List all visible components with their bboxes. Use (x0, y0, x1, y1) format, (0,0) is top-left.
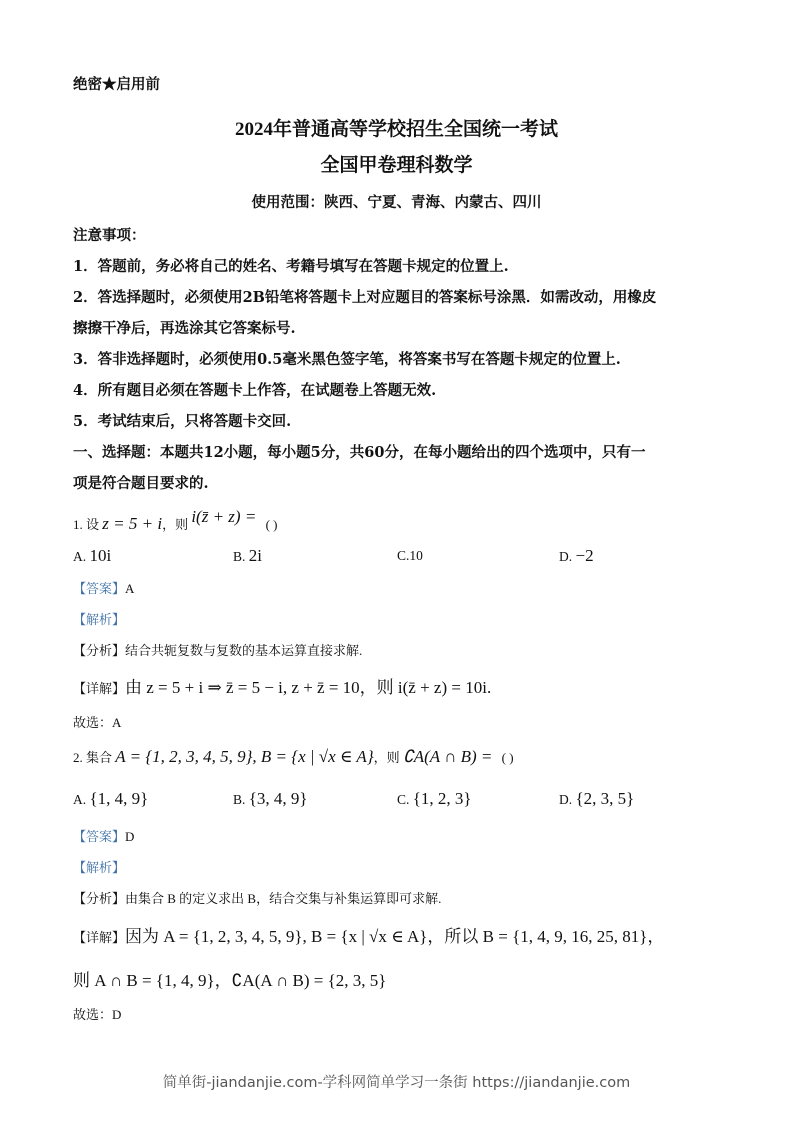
option-b (233, 546, 262, 566)
notes-heading: 注意事项： (73, 227, 146, 244)
fenxi-text: 由集合 B 的定义求出 B，结合交集与补集运算即可求解. (125, 891, 442, 906)
math-given: z = 5 + i (102, 514, 163, 533)
conclusion-line: 故选：D (73, 1007, 122, 1022)
detail-line-2 (73, 966, 386, 991)
option-label: A. (73, 792, 87, 807)
confidential-label: 绝密★启用前 (73, 76, 160, 93)
option-a (73, 546, 111, 566)
option-label: D. (559, 549, 573, 564)
note-item-5: 5．考试结束后，只将答题卡交回. (73, 413, 292, 430)
option-a (73, 789, 148, 809)
option-d (559, 546, 594, 566)
fenxi-line (73, 640, 362, 659)
analysis-tag: 【解析】 (73, 612, 126, 627)
option-value: 10 (409, 548, 423, 563)
answer-blank: ( ) (501, 750, 514, 765)
answer-line (73, 578, 134, 597)
answer-value: A (125, 581, 135, 596)
note-item-4: 4．所有题目必须在答题卡上作答，在试题卷上答题无效. (73, 382, 437, 399)
option-label: A. (73, 549, 87, 564)
answer-blank: ( ) (265, 517, 278, 532)
question-number: 2. (73, 750, 83, 765)
detail-text-2: 则 A ∩ B = {1, 4, 9}，∁A(A ∩ B) = {2, 3, 5} (73, 971, 387, 990)
note-item-2: 2．答选择题时，必须使用2B铅笔将答题卡上对应题目的答案标号涂黑．如需改动，用橡皮 (73, 289, 657, 306)
question-1-stem (73, 507, 278, 534)
analysis-heading (73, 609, 125, 628)
option-value: {2, 3, 5} (575, 789, 635, 808)
note-item-1: 1．答题前，务必将自己的姓名、考籍号填写在答题卡规定的位置上. (73, 258, 509, 275)
question-prefix: 设 (86, 517, 100, 532)
question-2-stem (73, 747, 514, 767)
detail-tag: 【详解】 (73, 681, 126, 696)
answer-tag: 【答案】 (73, 581, 126, 596)
option-label: C. (397, 792, 410, 807)
usage-scope: 使用范围：陕西、宁夏、青海、内蒙古、四川 (251, 194, 542, 211)
fenxi-text: 结合共轭复数与复数的基本运算直接求解. (125, 643, 363, 658)
detail-tag: 【详解】 (73, 930, 126, 945)
analysis-heading (73, 857, 125, 876)
question-number: 1. (73, 517, 83, 532)
option-d (559, 789, 634, 809)
question-connector: ，则 (373, 750, 400, 765)
question-prefix: 集合 (86, 750, 113, 765)
option-value: {1, 2, 3} (412, 789, 472, 808)
answer-tag: 【答案】 (73, 829, 126, 844)
option-c (397, 548, 423, 564)
exam-title: 2024年普通高等学校招生全国统一考试 (234, 119, 558, 140)
fenxi-tag: 【分析】 (73, 891, 126, 906)
conclusion-line: 故选：A (73, 715, 122, 730)
analysis-tag: 【解析】 (73, 860, 126, 875)
detail-text: 因为 A = {1, 2, 3, 4, 5, 9}, B = {x | √x ∈ A}，所以 B = {1, 4, 9, 16, 25, 81}， (125, 927, 665, 946)
detail-line (73, 673, 491, 698)
answer-line (73, 826, 134, 845)
option-value: 10i (89, 546, 112, 565)
fenxi-tag: 【分析】 (73, 643, 126, 658)
section-heading-cont: 项是符合题目要求的. (73, 475, 209, 492)
math-expression: i(z̄ + z) = (191, 507, 257, 526)
detail-text: 由 z = 5 + i ⇒ z̄ = 5 − i, z + z̄ = 10，则 i(z̄ + z) = 10i. (125, 678, 492, 697)
math-given: A = {1, 2, 3, 4, 5, 9}, B = {x | √x ∈ A} (115, 747, 374, 766)
option-value: {3, 4, 9} (248, 789, 308, 808)
option-b (233, 789, 308, 809)
question-connector: ，则 (162, 517, 189, 532)
option-c (397, 789, 472, 809)
note-item-3: 3．答非选择题时，必须使用0.5毫米黑色签字笔，将答案书写在答题卡规定的位置上. (73, 351, 621, 368)
option-value: −2 (575, 546, 594, 565)
fenxi-line (73, 888, 441, 907)
note-item-2-cont: 擦擦干净后，再选涂其它答案标号. (73, 320, 296, 337)
section-heading: 一、选择题：本题共12小题，每小题5分，共60分，在每小题给出的四个选项中，只有一 (73, 444, 646, 461)
answer-value: D (125, 829, 135, 844)
option-label: B. (233, 549, 246, 564)
footer-watermark: 简单街-jiandanjie.com-学科网简单学习一条街 https://jiandanjie.com (162, 1075, 631, 1091)
option-label: B. (233, 792, 246, 807)
math-expression: ∁A(A ∩ B) = (402, 747, 493, 766)
option-label: D. (559, 792, 573, 807)
option-label: C. (397, 548, 410, 563)
option-value: {1, 4, 9} (89, 789, 149, 808)
exam-subtitle: 全国甲卷理科数学 (320, 155, 473, 176)
detail-line (73, 922, 664, 947)
option-value: 2i (248, 546, 262, 565)
